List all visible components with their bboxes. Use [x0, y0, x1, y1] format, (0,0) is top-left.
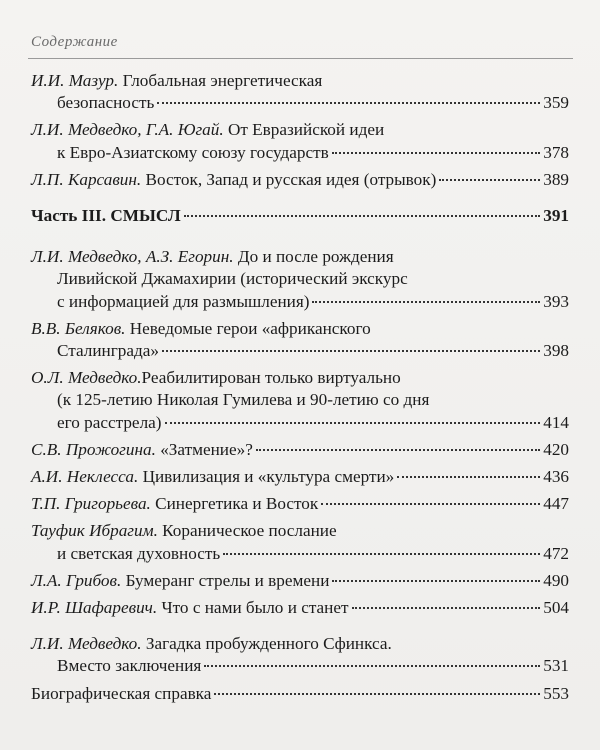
toc-author: О.Л. Медведко.	[31, 368, 142, 388]
toc-page-number: 553	[543, 683, 569, 703]
toc-entry[interactable]	[31, 493, 569, 515]
dot-leader	[439, 179, 540, 181]
toc-title-line: Ливийской Джамахирии (исторический экскурс	[57, 269, 408, 289]
toc-page-number: 420	[543, 439, 569, 459]
toc-title-line: Цивилизация и «культура смерти»	[142, 467, 395, 487]
toc-entry[interactable]	[31, 169, 569, 191]
toc-author: Л.И. Медведко.	[31, 634, 142, 654]
toc-title-line: До и после рождения	[237, 247, 394, 267]
toc-page-number: 436	[543, 467, 569, 487]
toc-author: И.Р. Шафаревич.	[31, 598, 158, 618]
toc-title-line: к Евро-Азиатскому союзу государств	[57, 142, 329, 162]
toc-title-line: Сталинграда»	[57, 341, 159, 361]
toc-page-number: 359	[543, 93, 569, 113]
dot-leader	[321, 503, 540, 505]
toc-author: Л.И. Медведко, А.З. Егорин.	[31, 247, 234, 267]
toc-part-heading[interactable]	[31, 205, 569, 227]
header-rule	[28, 58, 573, 59]
toc-author: И.И. Мазур.	[31, 71, 119, 90]
dot-leader	[165, 422, 541, 424]
toc-page-number: 391	[543, 206, 569, 226]
dot-leader	[157, 102, 540, 104]
toc-title-line: Синергетика и Восток	[155, 494, 319, 514]
toc-title-line: Кораническое послание	[162, 521, 337, 541]
toc-author: Тауфик Ибрагим.	[31, 521, 158, 541]
toc-page-number: 398	[543, 341, 569, 361]
toc-title-line: его расстрела)	[57, 412, 162, 432]
toc-author: С.В. Прожогина.	[31, 439, 156, 459]
dot-leader	[332, 152, 540, 154]
toc-entry[interactable]	[31, 683, 569, 705]
dot-leader	[332, 580, 540, 582]
toc-author: Л.П. Карсавин.	[31, 169, 142, 189]
toc-title-line: (к 125-летию Николая Гумилева и 90-летию со дня	[57, 390, 430, 410]
toc-title-line: Реабилитирован только виртуально	[141, 368, 401, 388]
toc-page-number: 389	[543, 169, 569, 189]
dot-leader	[312, 301, 540, 303]
dot-leader	[214, 693, 540, 695]
toc-entry[interactable]	[31, 520, 569, 564]
table-of-contents	[31, 70, 569, 710]
toc-part-title: Часть III. СМЫСЛ	[31, 206, 181, 226]
toc-page-number: 447	[543, 494, 569, 514]
toc-page-number: 531	[543, 656, 569, 676]
dot-leader	[397, 476, 540, 478]
toc-title-line: Бумеранг стрелы и времени	[125, 570, 330, 590]
toc-title-line: Восток, Запад и русская идея (отрывок)	[145, 169, 437, 189]
toc-entry[interactable]	[31, 119, 569, 163]
running-head: Содержание	[31, 34, 118, 50]
toc-author: Л.А. Грибов.	[31, 570, 122, 590]
toc-author: В.В. Беляков.	[31, 318, 126, 338]
toc-entry[interactable]	[31, 597, 569, 619]
dot-leader	[352, 607, 541, 609]
toc-page-number: 472	[543, 543, 569, 563]
toc-title-line: Неведомые герои «африканского	[129, 318, 371, 338]
toc-title-line: и светская духовность	[57, 543, 221, 563]
toc-entry[interactable]	[31, 367, 569, 434]
toc-entry[interactable]	[31, 318, 569, 362]
toc-title-line: Глобальная энергетическая	[122, 71, 323, 90]
toc-page-number: 378	[543, 142, 569, 162]
dot-leader	[184, 215, 541, 217]
dot-leader	[162, 350, 540, 352]
toc-title-line: От Евразийской идеи	[227, 120, 385, 140]
toc-entry[interactable]	[31, 70, 569, 114]
toc-page-number: 414	[543, 412, 569, 432]
toc-author: А.И. Неклесса.	[31, 467, 139, 487]
toc-title-line: Биографическая справка	[31, 683, 212, 703]
dot-leader	[223, 553, 540, 555]
toc-page-number: 504	[543, 598, 569, 618]
toc-entry[interactable]	[31, 570, 569, 592]
toc-author: Л.И. Медведко, Г.А. Югай.	[31, 120, 224, 140]
toc-title-line: безопасность	[57, 93, 155, 113]
dot-leader	[256, 449, 540, 451]
toc-title-line: Что с нами было и станет	[161, 598, 349, 618]
toc-title-line: «Затмение»?	[160, 439, 253, 459]
toc-entry[interactable]	[31, 246, 569, 313]
dot-leader	[204, 665, 540, 667]
toc-entry[interactable]	[31, 633, 569, 677]
toc-entry[interactable]	[31, 439, 569, 461]
toc-title-line: Загадка пробужденного Сфинкса.	[145, 634, 392, 654]
toc-entry[interactable]	[31, 466, 569, 488]
toc-author: Т.П. Григорьева.	[31, 494, 151, 514]
toc-page-number: 393	[543, 291, 569, 311]
toc-page-number: 490	[543, 570, 569, 590]
toc-title-line: с информацией для размышления)	[57, 291, 310, 311]
toc-title-line: Вместо заключения	[57, 656, 202, 676]
